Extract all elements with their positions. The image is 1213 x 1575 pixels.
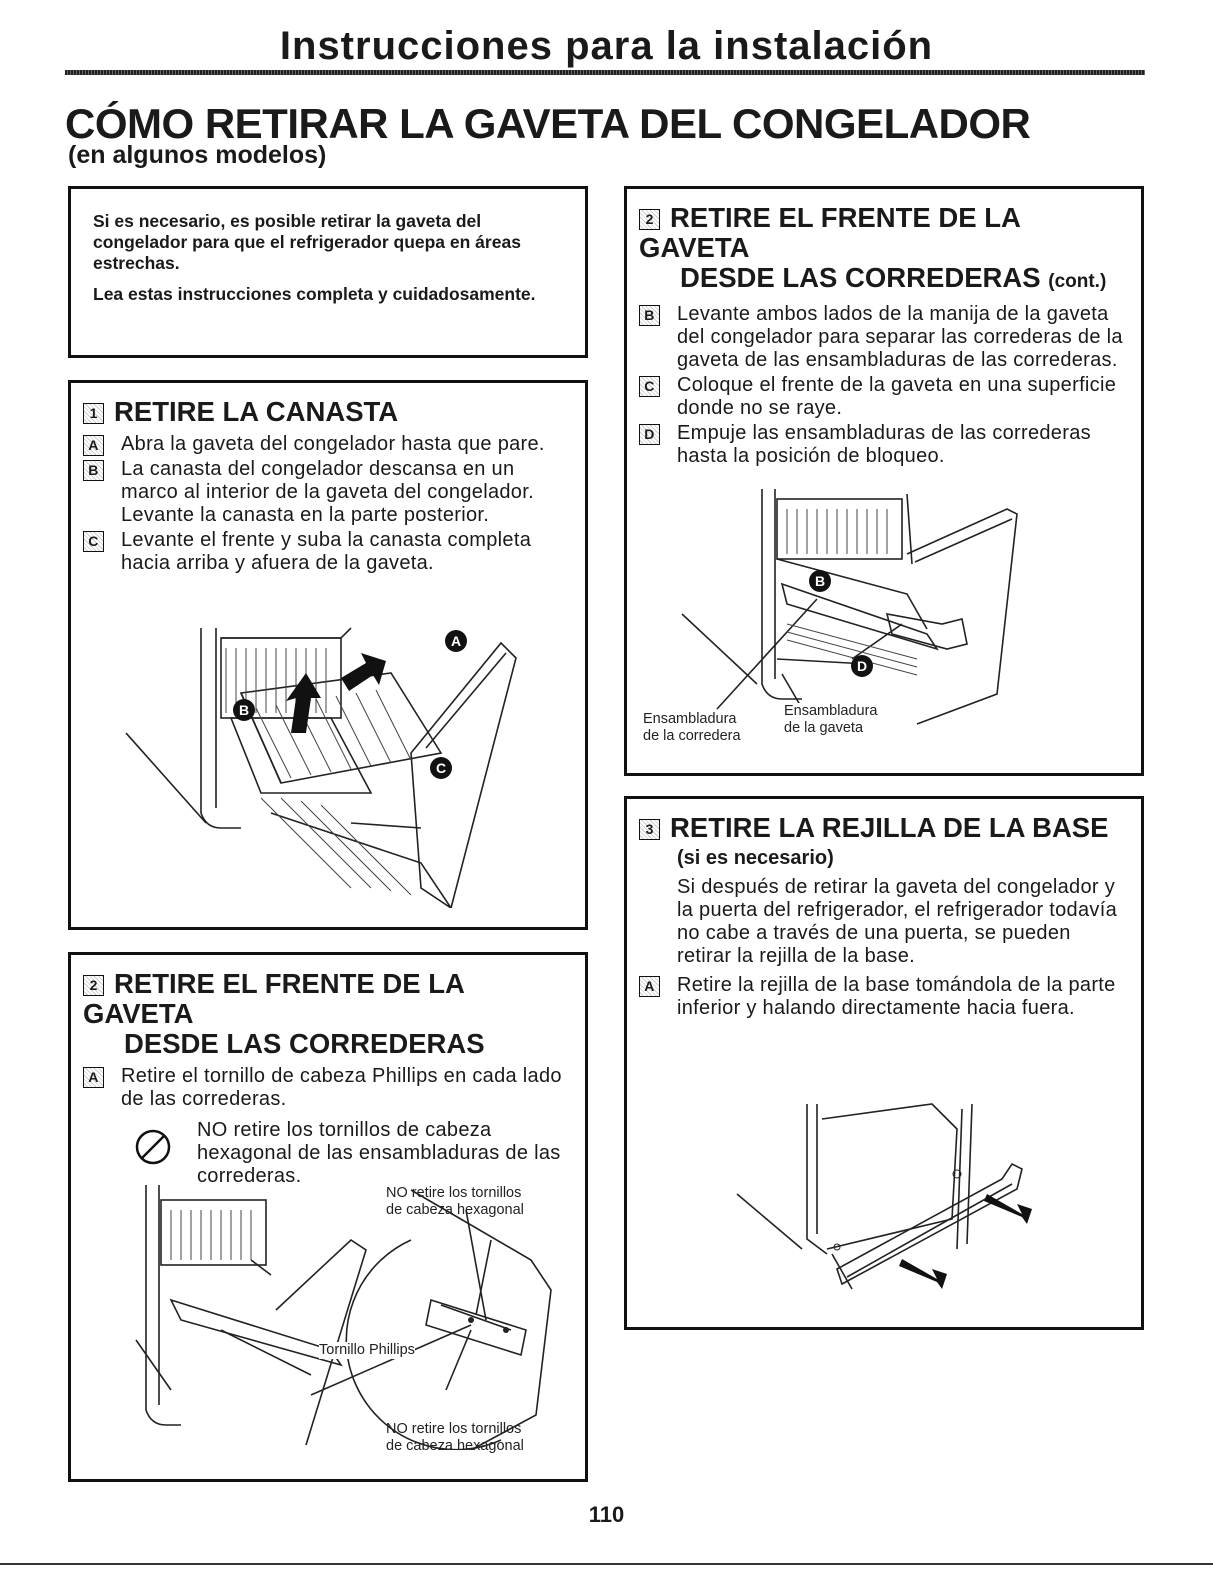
svg-text:D: D xyxy=(856,658,868,674)
step-b xyxy=(639,303,1129,372)
section-remove-drawer-front xyxy=(68,952,588,1482)
step-b xyxy=(83,458,573,527)
arrow-icon xyxy=(341,653,386,691)
caption-no-remove-hex-top: NO retire los tornillos de cabeza hexagonal xyxy=(386,1185,524,1218)
section-2-heading-line1: RETIRE EL FRENTE DE LA GAVETA xyxy=(83,968,464,1029)
step-a xyxy=(83,1065,573,1111)
caption-phillips-screw: Tornillo Phillips xyxy=(319,1342,415,1358)
step-letter-badge: C xyxy=(639,376,660,397)
step-number-badge: 3 xyxy=(639,819,660,840)
step-text: La canasta del congelador descansa en un marco al interior de la gaveta del congelador. Levante la canasta en la parte posterior. xyxy=(121,458,534,526)
arrow-icon xyxy=(899,1259,947,1289)
step-a xyxy=(639,974,1129,1020)
step-letter-badge: B xyxy=(83,460,104,481)
step-letter-badge: D xyxy=(639,424,660,445)
step-letter-badge: A xyxy=(639,976,660,997)
section-2-heading-line2: DESDE LAS CORREDERAS xyxy=(124,1028,485,1059)
step-letter-badge: B xyxy=(639,305,660,326)
header-rule xyxy=(65,70,1145,75)
section-1-heading-text: RETIRE LA CANASTA xyxy=(114,396,399,427)
step-number-badge: 2 xyxy=(83,975,104,996)
arrow-icon xyxy=(984,1194,1032,1224)
step-c xyxy=(83,529,573,575)
section-2-cont-heading xyxy=(639,203,1129,297)
basket-removal-illustration xyxy=(121,623,541,908)
step-text: Retire la rejilla de la base tomándola de la parte inferior y halando directamente hacia fuera. xyxy=(677,974,1116,1019)
step-letter-badge: A xyxy=(83,435,104,456)
drawer-front-removal-illustration xyxy=(131,1180,576,1450)
section-1-heading xyxy=(83,397,573,427)
section-3-paragraph: Si después de retirar la gaveta del congelador y la puerta del refrigerador, el refrigerador todavía no cabe a través de una puerta, se pueden retirar la rejilla de la base. xyxy=(677,876,1117,967)
prohibited-icon xyxy=(133,1127,173,1167)
step-c xyxy=(639,374,1129,420)
step-d xyxy=(639,422,1129,468)
section-3-subheading: (si es necesario) xyxy=(677,847,834,869)
svg-text:B: B xyxy=(814,573,826,589)
intro-paragraph-2: Lea estas instrucciones completa y cuidadosamente. xyxy=(93,284,536,304)
step-text: Levante ambos lados de la manija de la gaveta del congelador para separar las correderas de la gaveta de las ensambladuras de las correderas. xyxy=(677,303,1123,371)
section-remove-base-grille xyxy=(624,796,1144,1330)
callout-c xyxy=(430,757,452,779)
warning-note xyxy=(133,1119,573,1188)
step-text: Empuje las ensambladuras de las correderas hasta la posición de bloqueo. xyxy=(677,422,1091,467)
intro-paragraph-1: Si es necesario, es posible retirar la gaveta del congelador para que el refrigerador quepa en áreas estrechas. xyxy=(93,211,521,273)
caption-drawer-assembly: Ensambladura de la gaveta xyxy=(784,703,878,736)
step-number-badge: 1 xyxy=(83,403,104,424)
section-3-heading xyxy=(639,813,1129,843)
callout-d xyxy=(851,655,873,677)
svg-text:B: B xyxy=(238,702,250,718)
step-letter-badge: C xyxy=(83,531,104,552)
callout-b xyxy=(809,570,831,592)
intro-box xyxy=(68,186,588,358)
caption-slide-assembly: Ensambladura de la corredera xyxy=(643,711,741,744)
section-2-cont-heading-line2: DESDE LAS CORREDERAS xyxy=(680,262,1041,293)
step-text: Abra la gaveta del congelador hasta que pare. xyxy=(121,433,545,455)
step-text: Retire el tornillo de cabeza Phillips en cada lado de las correderas. xyxy=(121,1065,562,1110)
section-remove-basket xyxy=(68,380,588,930)
section-2-cont-heading-line1: RETIRE EL FRENTE DE LA GAVETA xyxy=(639,202,1020,263)
step-text: Levante el frente y suba la canasta completa hacia arriba y afuera de la gaveta. xyxy=(121,529,532,574)
svg-text:A: A xyxy=(450,633,462,649)
caption-no-remove-hex-bottom: NO retire los tornillos de cabeza hexagonal xyxy=(386,1421,524,1454)
page-title: CÓMO RETIRAR LA GAVETA DEL CONGELADOR xyxy=(65,100,1031,147)
step-number-badge: 2 xyxy=(639,209,660,230)
section-remove-drawer-front-cont xyxy=(624,186,1144,776)
warning-text: NO retire los tornillos de cabeza hexagonal de las ensambladuras de las correderas. xyxy=(197,1119,561,1187)
step-letter-badge: A xyxy=(83,1067,104,1088)
step-a xyxy=(83,433,573,456)
svg-text:C: C xyxy=(435,760,447,776)
base-grille-removal-illustration xyxy=(732,1099,1052,1299)
section-3-heading-text: RETIRE LA REJILLA DE LA BASE xyxy=(670,812,1109,843)
page-subtitle: (en algunos modelos) xyxy=(68,141,327,169)
section-2-heading xyxy=(83,969,573,1059)
page-header-title: Instrucciones para la instalación xyxy=(279,24,934,68)
step-text: Coloque el frente de la gaveta en una superficie donde no se raye. xyxy=(677,374,1117,419)
page-number: 110 xyxy=(588,1502,625,1527)
continued-label: (cont.) xyxy=(1048,271,1107,292)
bottom-rule xyxy=(0,1563,1213,1565)
callout-b xyxy=(233,699,255,721)
callout-a xyxy=(445,630,467,652)
